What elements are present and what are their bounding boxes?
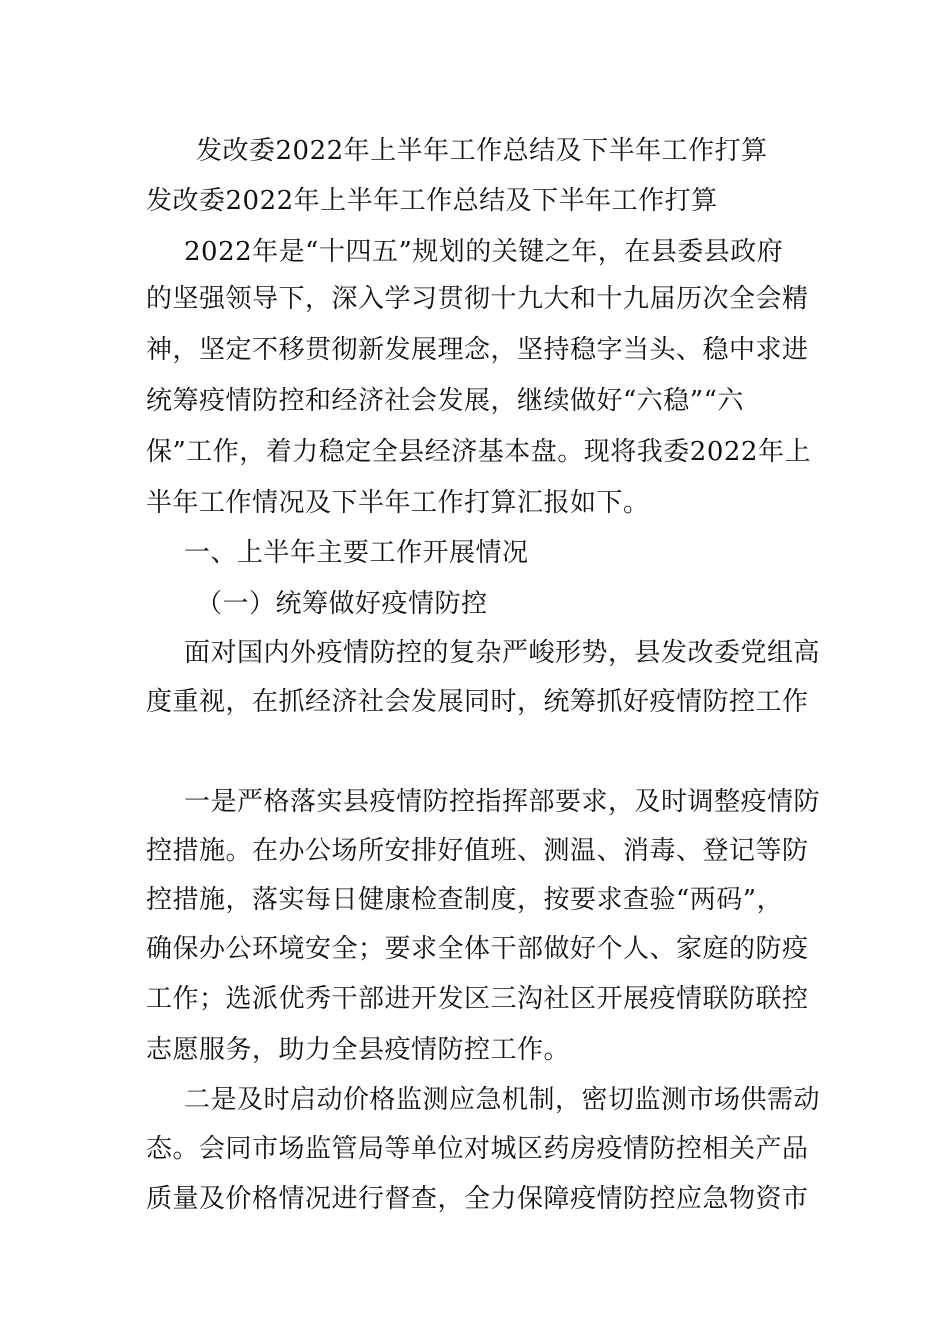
- paragraph-1-line-6: 半年工作情况及下半年工作打算汇报如下。: [146, 488, 650, 518]
- section-heading-1: 一、上半年主要工作开展情况: [184, 538, 529, 568]
- paragraph-4-line-3: 质量及价格情况进行督查，全力保障疫情防控应急物资市: [146, 1184, 809, 1214]
- paragraph-1-line-2: 的坚强领导下，深入学习贯彻十九大和十九届历次全会精: [146, 284, 809, 314]
- paragraph-3-line-6: 志愿服务，助力全县疫情防控工作。: [146, 1035, 571, 1065]
- document-title-line-1: 发改委2022年上半年工作总结及下半年工作打算: [196, 136, 768, 166]
- paragraph-2-line-2: 度重视，在抓经济社会发展同时，统筹抓好疫情防控工作: [146, 687, 809, 717]
- paragraph-3-line-4: 确保办公环境安全；要求全体干部做好个人、家庭的防疫: [146, 934, 809, 964]
- paragraph-1-line-1: 2022年是“十四五”规划的关键之年，在县委县政府: [184, 237, 784, 267]
- paragraph-1-line-4: 统筹疫情防控和经济社会发展，继续做好“六稳”“六: [146, 386, 744, 416]
- paragraph-1-line-5: 保”工作，着力稳定全县经济基本盘。现将我委2022年上: [146, 437, 811, 467]
- paragraph-3-line-3: 控措施，落实每日健康检查制度，按要求查验“两码”，: [146, 885, 784, 915]
- document-title-line-2: 发改委2022年上半年工作总结及下半年工作打算: [146, 186, 718, 216]
- paragraph-3-line-5: 工作；选派优秀干部进开发区三沟社区开展疫情联防联控: [146, 984, 809, 1014]
- paragraph-1-line-3: 神，坚定不移贯彻新发展理念，坚持稳字当头、稳中求进: [146, 335, 809, 365]
- paragraph-4-line-1: 二是及时启动价格监测应急机制，密切监测市场供需动: [184, 1085, 821, 1115]
- section-heading-1-1: （一）统筹做好疫情防控: [196, 589, 488, 619]
- paragraph-2-line-1: 面对国内外疫情防控的复杂严峻形势，县发改委党组高: [184, 638, 821, 668]
- paragraph-3-line-1: 一是严格落实县疫情防控指挥部要求，及时调整疫情防: [184, 787, 821, 817]
- paragraph-4-line-2: 态。会同市场监管局等单位对城区药房疫情防控相关产品: [146, 1134, 809, 1164]
- paragraph-3-line-2: 控措施。在办公场所安排好值班、测温、消毒、登记等防: [146, 836, 809, 866]
